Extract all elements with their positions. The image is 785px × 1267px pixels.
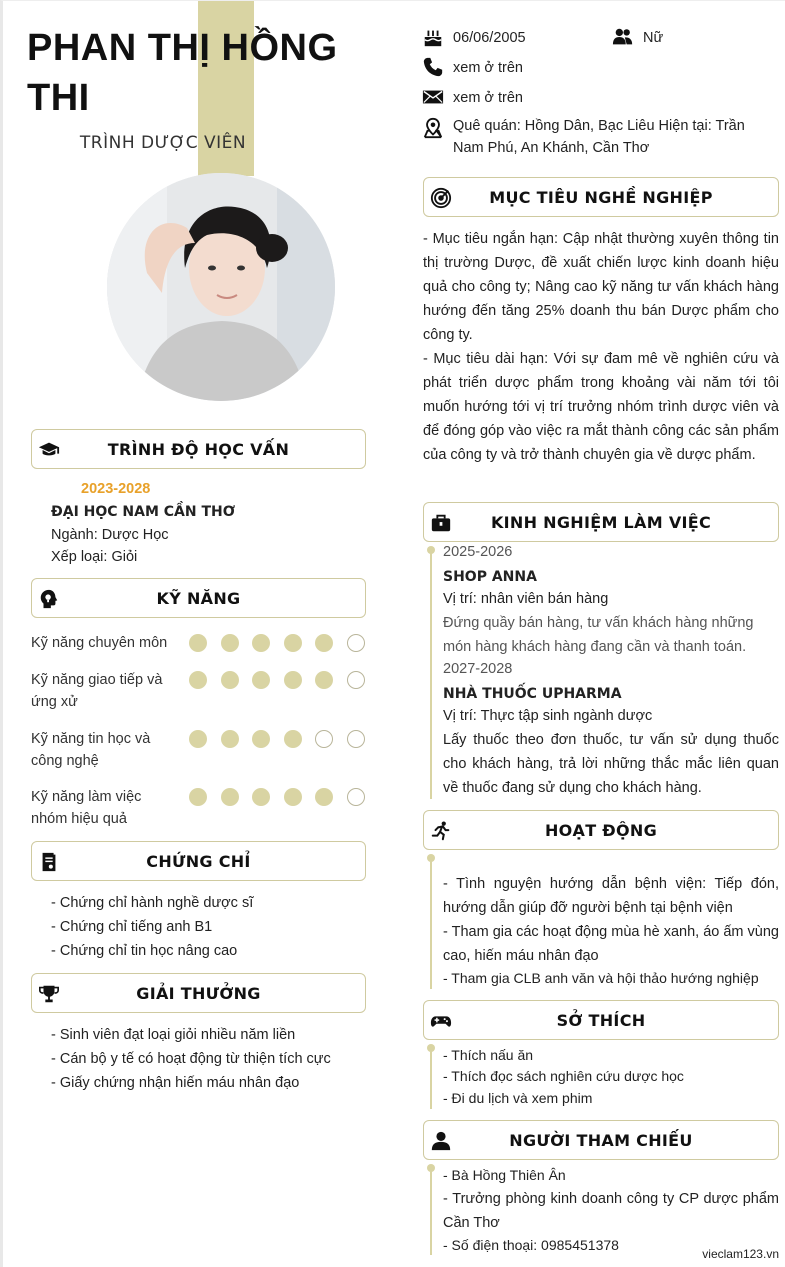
activity-item: - Tình nguyện hướng dẫn bệnh viện: Tiếp đón, hướng dẫn giúp đỡ người bệnh tại bệnh viện xyxy=(443,876,779,916)
skill-dot-filled xyxy=(189,634,207,652)
skill-dot-filled xyxy=(315,671,333,689)
timeline-dot xyxy=(427,854,435,862)
skill-dot-filled xyxy=(284,671,302,689)
certificates-header xyxy=(31,841,366,881)
phone-icon xyxy=(422,56,444,78)
skill-dot-filled xyxy=(189,671,207,689)
graduation-cap-icon xyxy=(38,439,60,461)
skill-dot-empty xyxy=(347,730,365,748)
job-description: Đứng quầy bán hàng, tư vấn khách hàng những món hàng khách hàng đang cần và thanh toán. xyxy=(443,615,754,655)
education-school: ĐẠI HỌC NAM CẦN THƠ xyxy=(51,504,235,520)
skill-dot-filled xyxy=(252,634,270,652)
experience-title: KINH NGHIỆM LÀM VIỆC xyxy=(490,512,712,532)
lightbulb-head-icon xyxy=(38,588,60,610)
skill-dot-filled xyxy=(189,730,207,748)
skill-dot-filled xyxy=(221,671,239,689)
award-item: - Cán bộ y tế có hoạt động từ thiện tích cực xyxy=(51,1051,331,1067)
certificate-item: - Chứng chỉ tiếng anh B1 xyxy=(51,919,213,935)
job-period: 2025-2026 xyxy=(443,544,513,560)
education-grade: Xếp loại: Giỏi xyxy=(51,549,138,565)
job-title: TRÌNH DƯỢC VIÊN xyxy=(79,133,247,153)
activities-header xyxy=(423,810,779,850)
gender: Nữ xyxy=(643,30,664,46)
skill-dot-filled xyxy=(252,788,270,806)
reference-role: - Trưởng phòng kinh doanh công ty CP dược phẩm Cần Thơ xyxy=(443,1191,779,1231)
skill-dot-filled xyxy=(284,730,302,748)
education-header xyxy=(31,429,366,469)
skill-dot-filled xyxy=(189,788,207,806)
hobbies-timeline xyxy=(430,1047,432,1109)
education-major: Ngành: Dược Học xyxy=(51,527,169,543)
birthday-cake-icon xyxy=(422,26,444,48)
timeline-dot xyxy=(427,1044,435,1052)
footer-brand[interactable]: vieclam123.vn xyxy=(702,1247,779,1261)
job-company: SHOP ANNA xyxy=(443,569,537,585)
reference-name: - Bà Hồng Thiên Ân xyxy=(443,1167,566,1183)
certificate-item: - Chứng chỉ tin học nâng cao xyxy=(51,943,238,959)
skill-dot-empty xyxy=(347,788,365,806)
user-icon xyxy=(430,1130,452,1152)
skill-dot-filled xyxy=(284,788,302,806)
award-item: - Sinh viên đạt loại giỏi nhiều năm liền xyxy=(51,1027,296,1043)
hobby-item: - Thích đọc sách nghiên cứu dược học xyxy=(443,1068,684,1084)
hobbies-title: SỞ THÍCH xyxy=(556,1010,646,1030)
skill-dot-filled xyxy=(221,730,239,748)
skill-rating xyxy=(187,788,367,808)
objective-header xyxy=(423,177,779,217)
running-icon xyxy=(430,820,452,842)
certificate-item: - Chứng chỉ hành nghề dược sĩ xyxy=(51,895,254,911)
objective-title: MỤC TIÊU NGHỀ NGHIỆP xyxy=(489,187,713,207)
map-pin-icon xyxy=(422,117,444,139)
date-of-birth: 06/06/2005 xyxy=(453,30,526,46)
job-position: Vị trí: nhân viên bán hàng xyxy=(443,591,609,607)
briefcase-icon xyxy=(430,512,452,534)
envelope-icon xyxy=(422,86,444,108)
experience-timeline xyxy=(430,547,432,799)
target-icon xyxy=(430,187,452,209)
skill-dot-filled xyxy=(221,634,239,652)
skill-dot-empty xyxy=(315,730,333,748)
certificate-icon xyxy=(38,851,60,873)
email: xem ở trên xyxy=(453,90,523,106)
awards-title: GIẢI THƯỞNG xyxy=(136,983,261,1003)
skill-rating xyxy=(187,671,367,691)
hobby-item: - Đi du lịch và xem phim xyxy=(443,1090,593,1106)
objective-short: - Mục tiêu ngắn hạn: Cập nhật thường xuyên thông tin thị trường Dược, đề xuất chiến lược kinh doanh hiệu quả cho công ty; Nâng cao kỹ năng tư vấn khách hàng hướng đến tăng 25% doanh thu bán Dược phẩm cho công ty. xyxy=(423,231,779,343)
phone: xem ở trên xyxy=(453,60,523,76)
activities-timeline xyxy=(430,857,432,989)
references-header xyxy=(423,1120,779,1160)
education-title: TRÌNH ĐỘ HỌC VẤN xyxy=(107,439,290,459)
job-company: NHÀ THUỐC UPHARMA xyxy=(443,686,622,702)
skill-label: Kỹ năng chuyên môn xyxy=(31,635,168,651)
skill-label: Kỹ năng tin học và công nghệ xyxy=(31,731,151,769)
address: Quê quán: Hồng Dân, Bạc Liêu Hiện tại: Trần Nam Phú, An Khánh, Cần Thơ xyxy=(453,118,745,156)
skill-dot-filled xyxy=(315,788,333,806)
skill-label: Kỹ năng làm việc nhóm hiệu quả xyxy=(31,789,142,827)
hobbies-header xyxy=(423,1000,779,1040)
avatar-photo xyxy=(107,173,335,401)
certificates-title: CHỨNG CHỈ xyxy=(146,851,251,871)
experience-header xyxy=(423,502,779,542)
activity-item: - Tham gia các hoạt động mùa hè xanh, áo ấm vùng cao, hiến máu nhân đạo xyxy=(443,924,779,964)
job-position: Vị trí: Thực tập sinh ngành dược xyxy=(443,708,653,724)
timeline-dot xyxy=(427,546,435,554)
reference-phone: - Số điện thoại: 0985451378 xyxy=(443,1237,619,1253)
job-period: 2027-2028 xyxy=(443,661,513,677)
timeline-dot xyxy=(427,1164,435,1172)
skill-dot-empty xyxy=(347,634,365,652)
gamepad-icon xyxy=(430,1010,452,1032)
activities-title: HOẠT ĐỘNG xyxy=(544,820,658,840)
skills-title: KỸ NĂNG xyxy=(156,588,241,608)
candidate-name: PHAN THỊ HỒNG THI xyxy=(27,27,338,119)
skill-dot-empty xyxy=(347,671,365,689)
skill-dot-filled xyxy=(315,634,333,652)
avatar xyxy=(107,173,335,401)
trophy-icon xyxy=(38,983,60,1005)
references-title: NGƯỜI THAM CHIẾU xyxy=(509,1130,693,1150)
skill-dot-filled xyxy=(284,634,302,652)
skill-rating xyxy=(187,634,367,654)
hobby-item: - Thích nấu ăn xyxy=(443,1047,534,1063)
skills-header xyxy=(31,578,366,618)
skill-rating xyxy=(187,730,367,750)
skill-dot-filled xyxy=(252,671,270,689)
award-item: - Giấy chứng nhận hiến máu nhân đạo xyxy=(51,1075,300,1091)
awards-header xyxy=(31,973,366,1013)
objective-long: - Mục tiêu dài hạn: Với sự đam mê về nghiên cứu và phát triển dược phẩm trong khoảng vài năm tới tôi muốn hướng tới vị trí trưởng nhóm trình dược viên và để đóng góp vào việc ra mắt thành công các sản phẩm của công ty và trở thành chuyên gia về dược phẩm. xyxy=(423,351,779,463)
skill-dot-filled xyxy=(252,730,270,748)
education-years: 2023-2028 xyxy=(81,481,151,497)
skill-label: Kỹ năng giao tiếp và ứng xử xyxy=(31,672,163,710)
skill-dot-filled xyxy=(221,788,239,806)
references-timeline xyxy=(430,1167,432,1255)
activity-item: - Tham gia CLB anh văn và hội thảo hướng nghiệp xyxy=(443,970,759,986)
users-icon xyxy=(612,26,634,48)
job-description: Lấy thuốc theo đơn thuốc, tư vấn sử dụng thuốc cho khách hàng, trả lời những thắc mắc liên quan về thuốc đang sử dụng cho khách hàng. xyxy=(443,732,779,796)
